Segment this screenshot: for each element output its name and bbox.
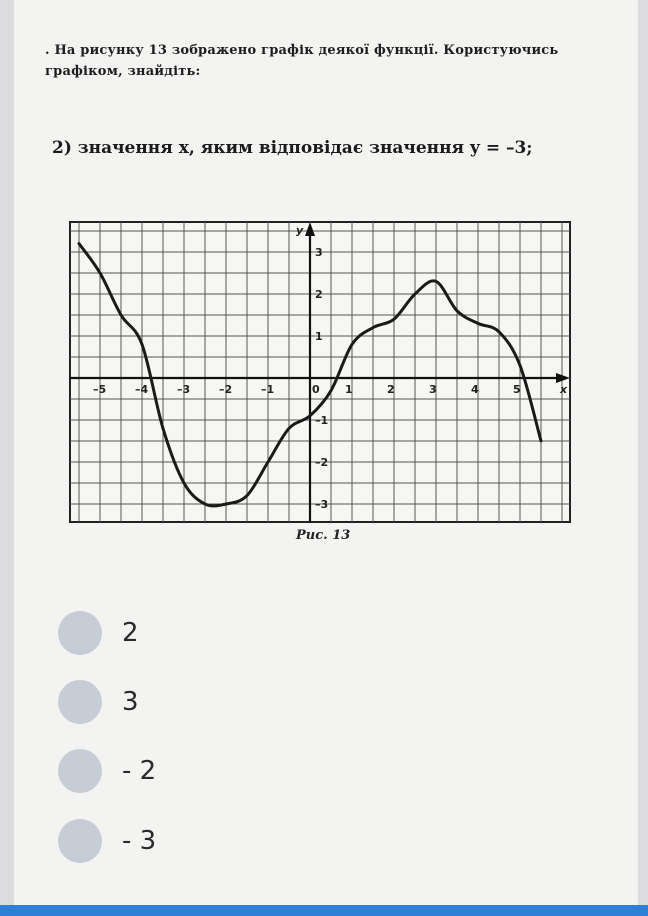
answer-option-4[interactable] — [58, 818, 358, 864]
x-tick-label: –1 — [261, 383, 275, 396]
x-tick-label: 2 — [387, 383, 395, 396]
x-axis-label: x — [560, 383, 568, 396]
x-tick-label: –4 — [135, 383, 149, 396]
radio-button[interactable] — [58, 819, 102, 863]
x-tick-label: –5 — [93, 383, 107, 396]
x-tick-label: –3 — [177, 383, 191, 396]
answer-label: 3 — [122, 687, 139, 717]
answer-label: - 3 — [122, 826, 157, 856]
x-tick-label: 4 — [471, 383, 479, 396]
question-text: 2) значення x, яким відповідає значення y = –3; — [52, 138, 533, 158]
answer-option-3[interactable] — [58, 748, 358, 794]
answer-label: - 2 — [122, 756, 157, 786]
graph-frame — [70, 222, 570, 522]
x-tick-label: 5 — [513, 383, 521, 396]
x-tick-label: 3 — [429, 383, 437, 396]
answer-option-2[interactable] — [58, 679, 358, 725]
bottom-bar — [0, 905, 648, 916]
figure-caption: Рис. 13 — [296, 528, 351, 543]
x-tick-label: 0 — [312, 383, 320, 396]
problem-intro: . На рисунку 13 зображено графік деякої функції. Користуючись графіком, знайдіть: — [45, 43, 559, 79]
function-graph — [60, 210, 580, 528]
y-tick-label: –2 — [315, 456, 329, 469]
radio-button[interactable] — [58, 680, 102, 724]
x-tick-label: –2 — [219, 383, 233, 396]
radio-button[interactable] — [58, 749, 102, 793]
y-tick-label: 2 — [315, 288, 323, 301]
y-tick-label: –3 — [315, 498, 329, 511]
y-tick-label: 3 — [315, 246, 323, 259]
x-tick-label: 1 — [345, 383, 353, 396]
answer-option-1[interactable] — [58, 610, 358, 656]
radio-button[interactable] — [58, 611, 102, 655]
y-tick-label: 1 — [315, 330, 323, 343]
y-axis-label: y — [296, 224, 304, 237]
answer-label: 2 — [122, 618, 139, 648]
y-tick-label: –1 — [315, 414, 329, 427]
